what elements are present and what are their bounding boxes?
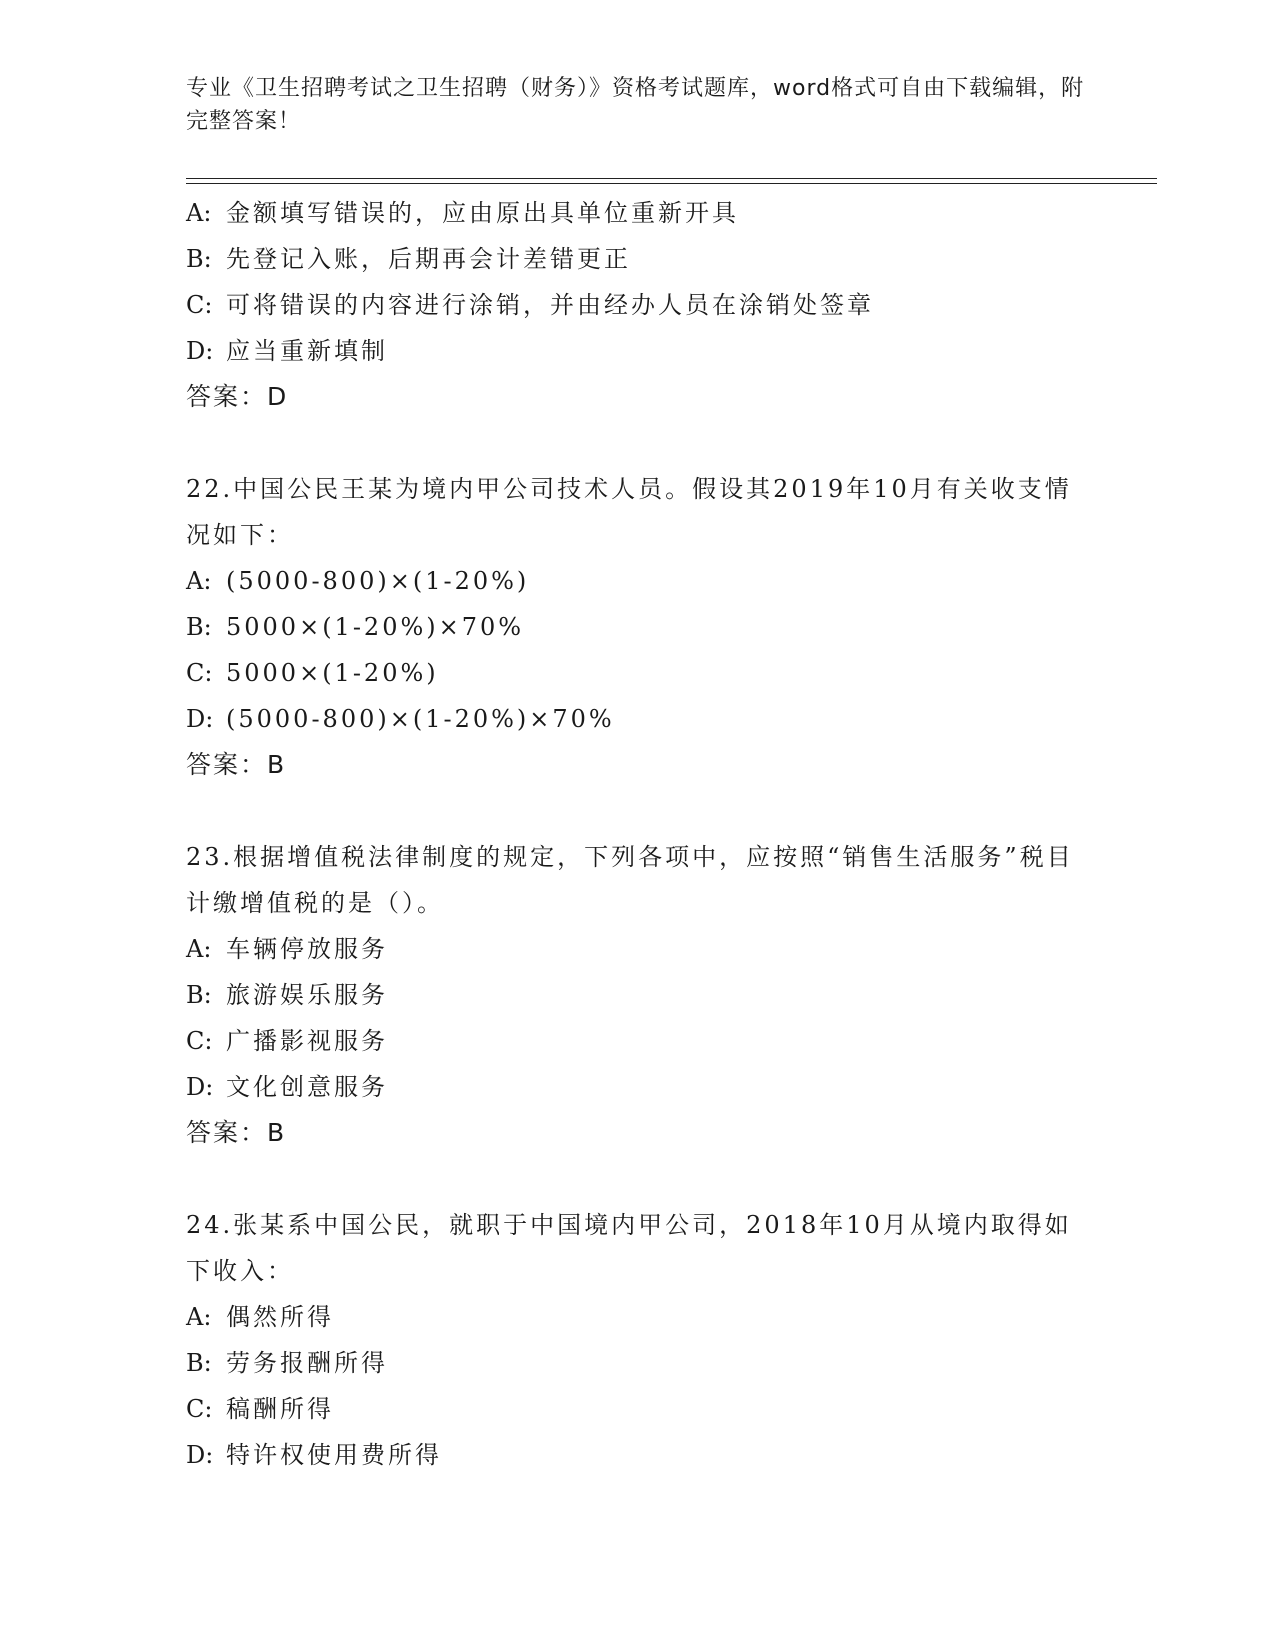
question-stem: 23.根据增值税法律制度的规定，下列各项中，应按照“销售生活服务”税目计缴增值税的是（）。 [186, 843, 1074, 917]
option-c: C: 广播影视服务 [186, 1027, 388, 1055]
option-b: B: 劳务报酬所得 [186, 1349, 388, 1377]
question-24 [186, 1202, 1086, 1478]
option-a: A: 车辆停放服务 [186, 935, 388, 963]
option-b: B: 旅游娱乐服务 [186, 981, 388, 1009]
option-a: A: 偶然所得 [186, 1303, 334, 1331]
answer-line: 答案：B [186, 1118, 287, 1147]
question-23 [186, 834, 1086, 1156]
question-stem: 22.中国公民王某为境内甲公司技术人员。假设其2019年10月有关收支情况如下： [186, 475, 1072, 549]
option-c: C: 5000×(1-20%) [186, 659, 439, 687]
option-a: A: (5000-800)×(1-20%) [186, 567, 530, 595]
answer-line: 答案：D [186, 382, 289, 411]
option-b: B: 5000×(1-20%)×70% [186, 613, 525, 641]
question-list [186, 190, 1086, 1478]
option-c: C: 稿酬所得 [186, 1395, 334, 1423]
option-d: D: 文化创意服务 [186, 1073, 388, 1101]
option-b: B: 先登记入账，后期再会计差错更正 [186, 245, 631, 273]
option-c: C: 可将错误的内容进行涂销，并由经办人员在涂销处签章 [186, 291, 874, 319]
option-d: D: 应当重新填制 [186, 337, 388, 365]
header-divider-top [186, 178, 1157, 179]
question-stem: 24.张某系中国公民，就职于中国境内甲公司，2018年10月从境内取得如下收入： [186, 1211, 1072, 1285]
document-header: 专业《卫生招聘考试之卫生招聘（财务）》资格考试题库，word格式可自由下载编辑，附完整答案！ [186, 76, 1085, 134]
option-d: D: 特许权使用费所得 [186, 1441, 442, 1469]
option-a: A: 金额填写错误的，应由原出具单位重新开具 [186, 199, 739, 227]
question-22 [186, 466, 1086, 788]
answer-line: 答案：B [186, 750, 287, 779]
option-d: D: (5000-800)×(1-20%)×70% [186, 705, 615, 733]
question-21-continued [186, 190, 1086, 420]
header-divider-bottom [186, 183, 1157, 184]
